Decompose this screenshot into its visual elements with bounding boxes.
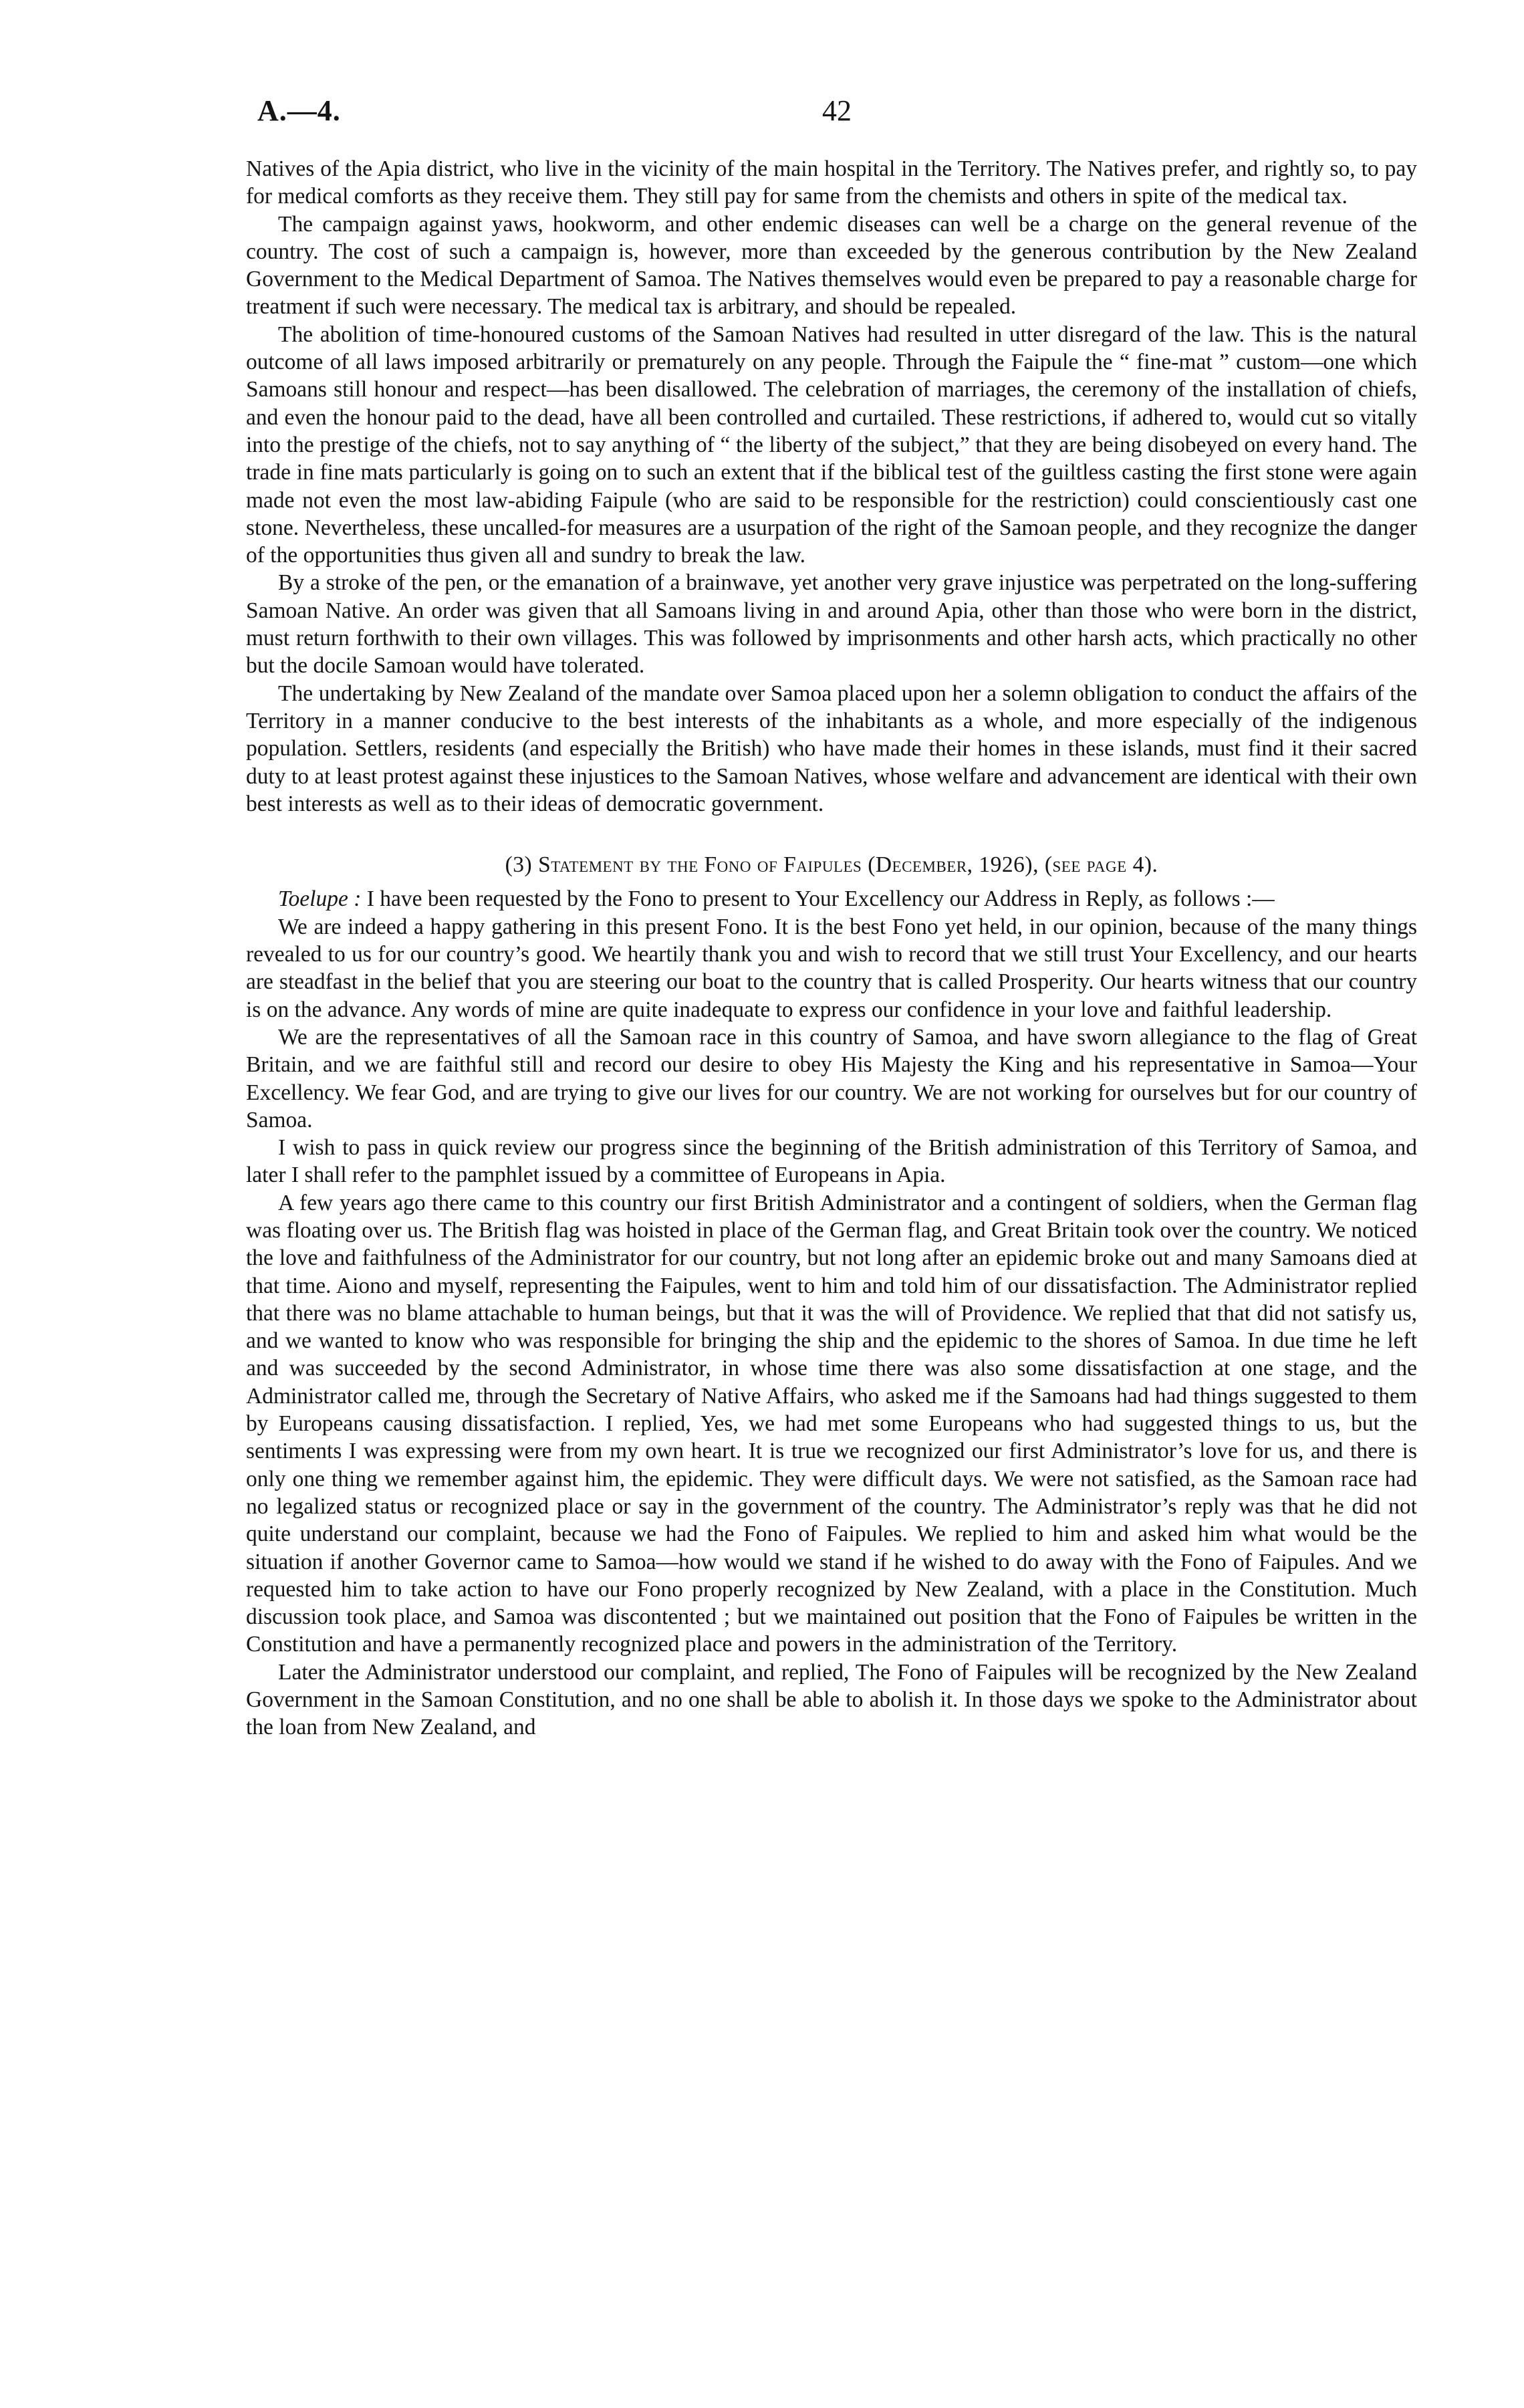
paragraph: The abolition of time-honoured customs of the Samoan Natives had resulted in utter disregard of the law. This is the natural outcome of all laws imposed arbitrarily or prematurely on any people. Through the Faipule the “ fine-mat ” custom—one which Samoans still honour and respect—has been disallowed. The celebration of marriages, the ceremony of the installation of chiefs, and even the honour paid to the dead, have all been controlled and curtailed. These restrictions, if adhered to, would cut so vitally into the prestige of the chiefs, not to say anything of “ the liberty of the subject,” that they are being disobeyed on every hand. The trade in fine mats particularly is going on to such an extent that if the biblical test of the guiltless casting the first stone were again made not even the most law-abiding Faipule (who are said to be responsible for the restriction) could conscientiously cast one stone. Nevertheless, these uncalled-for measures are a usurpation of the right of the Samoan people, and they recognize the danger of the opportunities thus given all and sundry to break the law. [246, 322, 1417, 568]
salutation-text: I have been requested by the Fono to present to Your Excellency our Address in Reply, as follows :— [361, 886, 1275, 912]
paragraph: A few years ago there came to this country our first British Administrator and a contingent of soldiers, when the German flag was floating over us. The British flag was hoisted in place of the German flag, and Great Britain took over the country. We noticed the love and faithfulness of the Administrator for our country, but not long after an epidemic broke out and many Samoans died at that time. Aiono and myself, representing the Faipules, went to him and told him of our dissatisfaction. The Administrator replied that there was no blame attachable to human beings, but that it was the will of Providence. We replied that that did not satisfy us, and we wanted to know who was responsible for bringing the ship and the epidemic to the shores of Samoa. In due time he left and was succeeded by the second Administrator, in whose time there was also some dissatisfaction at one stage, and the Administrator called me, through the Secretary of Native Affairs, who asked me if the Samoans had had things suggested to them by Europeans causing dissatisfaction. I replied, Yes, we had met some Europeans who had suggested things to us, but the sentiments I was expressing were from my own heart. It is true we recognized our first Administrator’s love for us, and there is only one thing we remember against him, the epidemic. They were difficult days. We were not satisfied, as the Samoan race had no legalized status or recognized place or say in the government of the country. The Administrator’s reply was that he did not quite understand our complaint, because we had the Fono of Faipules. We replied to him and asked him what would be the situation if another Governor came to Samoa—how would we stand if he wished to do away with the Fono of Faipules. And we requested him to take action to have our Fono properly recognized by New Zealand, with a place in the Constitution. Much discussion took place, and Samoa was discontented ; but we maintained out position that the Fono of Faipules be written in the Constitution and have a permanently recognized place and powers in the administration of the Territory. [246, 1190, 1417, 1657]
page-number: 42 [822, 94, 852, 127]
paragraph: Natives of the Apia district, who live in the vicinity of the main hospital in the Territory. The Natives prefer, and rightly so, to pay for medical comforts as they receive them. They still pay for same from the chemists and others in spite of the medical tax. [246, 156, 1417, 209]
paragraph: We are indeed a happy gathering in this present Fono. It is the best Fono yet held, in our opinion, because of the many things revealed to us for our country’s good. We heartily thank you and wish to record that we still trust Your Excellency, and our hearts are steadfast in the belief that you are steering our boat to the country that is called Prosperity. Our hearts witness that our country is on the advance. Any words of mine are quite inadequate to express our confidence in your love and faithful leadership. [246, 914, 1417, 1022]
paragraph: We are the representatives of all the Samoan race in this country of Samoa, and have sworn allegiance to the flag of Great Britain, and we are faithful still and record our desire to obey His Majesty the King and his representative in Samoa—Your Excellency. We fear God, and are trying to give our lives for our country. We are not working for ourselves but for our country of Samoa. [246, 1024, 1417, 1132]
paragraph: I wish to pass in quick review our progress since the beginning of the British administration of this Territory of Samoa, and later I shall refer to the pamphlet issued by a committee of Europeans in Apia. [246, 1135, 1417, 1188]
salutation: Toelupe : [278, 886, 362, 912]
paragraph: The campaign against yaws, hookworm, and other endemic diseases can well be a charge on the general revenue of the country. The cost of such a campaign is, however, more than exceeded by the generous contribution by the New Zealand Government to the Medical Department of Samoa. The Natives themselves would even be prepared to pay a reasonable charge for treatment if such were necessary. The medical tax is arbitrary, and should be repealed. [246, 211, 1417, 320]
page-header [257, 94, 1407, 140]
section-heading: (3) Statement by the Fono of Faipules (December, 1926), (see page 4). [505, 852, 1158, 878]
document-body [246, 155, 1417, 1741]
salutation-paragraph [246, 885, 1417, 913]
paragraph: The undertaking by New Zealand of the mandate over Samoa placed upon her a solemn obligation to conduct the affairs of the Territory in a manner conducive to the best interests of the inhabitants as a whole, and more especially of the indigenous population. Settlers, residents (and especially the British) who have made their homes in these islands, must find it their sacred duty to at least protest against these injustices to the Samoan Natives, whose welfare and advancement are identical with their own best interests as well as to their ideas of democratic government. [246, 681, 1417, 816]
paragraph: Later the Administrator understood our complaint, and replied, The Fono of Faipules will be recognized by the New Zealand Government in the Samoan Constitution, and no one shall be able to abolish it. In those days we spoke to the Administrator about the loan from New Zealand, and [246, 1659, 1417, 1740]
document-reference: A.—4. [257, 94, 341, 127]
paragraph: By a stroke of the pen, or the emanation of a brainwave, yet another very grave injustice was perpetrated on the long-suffering Samoan Native. An order was given that all Samoans living in and around Apia, other than those who were born in the district, must return forthwith to their own villages. This was followed by imprisonments and other harsh acts, which practically no other but the docile Samoan would have tolerated. [246, 570, 1417, 679]
